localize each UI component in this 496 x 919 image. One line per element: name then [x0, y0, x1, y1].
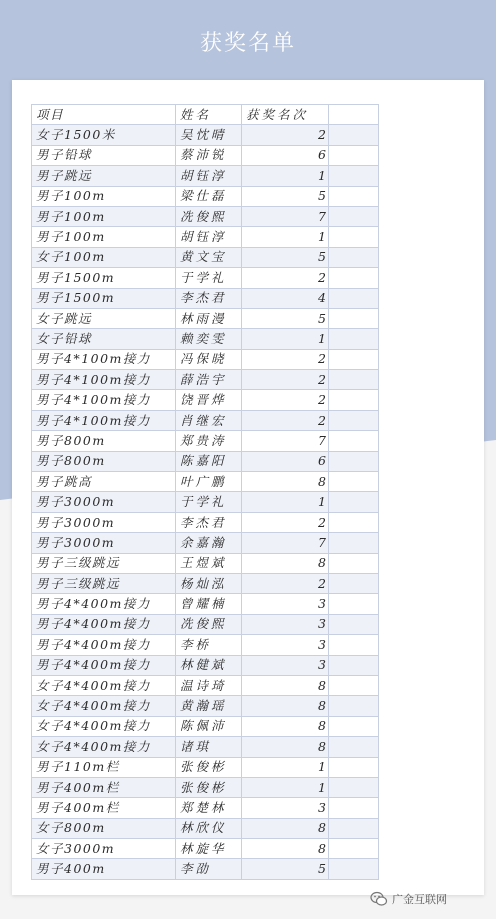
name-cell: 黄文宝 [176, 247, 242, 267]
blank-cell [329, 655, 379, 675]
rank-cell: 8 [242, 716, 329, 736]
blank-cell [329, 166, 379, 186]
event-cell: 男子4*400m接力 [32, 614, 176, 634]
table-row [32, 777, 379, 797]
blank-cell [329, 390, 379, 410]
name-cell: 温诗琦 [176, 675, 242, 695]
name-cell: 蔡沛锐 [176, 145, 242, 165]
blank-cell [329, 737, 379, 757]
blank-cell [329, 431, 379, 451]
event-cell: 女子4*400m接力 [32, 737, 176, 757]
event-cell: 男子110m栏 [32, 757, 176, 777]
blank-cell [329, 635, 379, 655]
rank-cell: 5 [242, 859, 329, 879]
name-cell: 吴忱晴 [176, 125, 242, 145]
name-cell: 李劭 [176, 859, 242, 879]
table-row [32, 349, 379, 369]
watermark [370, 890, 447, 908]
table-row [32, 512, 379, 532]
rank-cell: 4 [242, 288, 329, 308]
name-cell: 张俊彬 [176, 757, 242, 777]
name-cell: 杨灿泓 [176, 573, 242, 593]
blank-cell [329, 777, 379, 797]
event-cell: 女子4*400m接力 [32, 675, 176, 695]
header-event: 项目 [32, 105, 176, 125]
event-cell: 男子4*100m接力 [32, 410, 176, 430]
blank-cell [329, 125, 379, 145]
rank-cell: 2 [242, 410, 329, 430]
event-cell: 女子800m [32, 818, 176, 838]
blank-cell [329, 329, 379, 349]
table-row [32, 451, 379, 471]
blank-cell [329, 492, 379, 512]
rank-cell: 8 [242, 818, 329, 838]
name-cell: 诸琪 [176, 737, 242, 757]
rank-cell: 2 [242, 573, 329, 593]
table-row [32, 247, 379, 267]
rank-cell: 1 [242, 166, 329, 186]
rank-cell: 2 [242, 512, 329, 532]
name-cell: 胡钰淳 [176, 227, 242, 247]
blank-cell [329, 472, 379, 492]
event-cell: 女子铅球 [32, 329, 176, 349]
blank-cell [329, 839, 379, 859]
blank-cell [329, 288, 379, 308]
table-row [32, 818, 379, 838]
blank-cell [329, 757, 379, 777]
table-row [32, 472, 379, 492]
name-cell: 李桥 [176, 635, 242, 655]
name-cell: 李杰君 [176, 512, 242, 532]
rank-cell: 6 [242, 451, 329, 471]
name-cell: 林欣仪 [176, 818, 242, 838]
table-row [32, 859, 379, 879]
header-rank: 获奖名次 [242, 105, 329, 125]
table-row [32, 573, 379, 593]
event-cell: 男子4*400m接力 [32, 594, 176, 614]
name-cell: 林旋华 [176, 839, 242, 859]
name-cell: 冼俊熙 [176, 614, 242, 634]
award-table [31, 104, 379, 880]
wechat-icon [370, 890, 388, 908]
event-cell: 男子4*100m接力 [32, 349, 176, 369]
table-row [32, 145, 379, 165]
rank-cell: 5 [242, 247, 329, 267]
blank-cell [329, 614, 379, 634]
name-cell: 郑贵涛 [176, 431, 242, 451]
blank-cell [329, 227, 379, 247]
table-row [32, 186, 379, 206]
event-cell: 女子4*400m接力 [32, 696, 176, 716]
table-row [32, 370, 379, 390]
rank-cell: 3 [242, 614, 329, 634]
rank-cell: 2 [242, 370, 329, 390]
table-row [32, 655, 379, 675]
rank-cell: 1 [242, 777, 329, 797]
table-row [32, 696, 379, 716]
blank-cell [329, 594, 379, 614]
name-cell: 于学礼 [176, 268, 242, 288]
rank-cell: 5 [242, 308, 329, 328]
rank-cell: 7 [242, 206, 329, 226]
name-cell: 冯保晓 [176, 349, 242, 369]
blank-cell [329, 268, 379, 288]
event-cell: 男子三级跳远 [32, 553, 176, 573]
blank-cell [329, 145, 379, 165]
table-row [32, 533, 379, 553]
name-cell: 曾耀楠 [176, 594, 242, 614]
name-cell: 饶晋烨 [176, 390, 242, 410]
event-cell: 男子4*400m接力 [32, 635, 176, 655]
event-cell: 女子3000m [32, 839, 176, 859]
rank-cell: 3 [242, 655, 329, 675]
rank-cell: 8 [242, 675, 329, 695]
event-cell: 男子400m栏 [32, 777, 176, 797]
table-row [32, 737, 379, 757]
table-row [32, 431, 379, 451]
blank-cell [329, 696, 379, 716]
blank-cell [329, 308, 379, 328]
event-cell: 男子800m [32, 431, 176, 451]
event-cell: 男子3000m [32, 533, 176, 553]
table-row [32, 492, 379, 512]
rank-cell: 8 [242, 737, 329, 757]
rank-cell: 3 [242, 798, 329, 818]
name-cell: 余嘉瀚 [176, 533, 242, 553]
name-cell: 张俊彬 [176, 777, 242, 797]
name-cell: 黄瀚瑶 [176, 696, 242, 716]
blank-cell [329, 533, 379, 553]
event-cell: 男子4*400m接力 [32, 655, 176, 675]
table-row [32, 227, 379, 247]
event-cell: 男子400m [32, 859, 176, 879]
table-row [32, 206, 379, 226]
name-cell: 陈嘉阳 [176, 451, 242, 471]
rank-cell: 1 [242, 757, 329, 777]
name-cell: 薛浩宇 [176, 370, 242, 390]
roster-card [12, 80, 484, 895]
name-cell: 李杰君 [176, 288, 242, 308]
blank-cell [329, 716, 379, 736]
name-cell: 胡钰淳 [176, 166, 242, 186]
rank-cell: 8 [242, 696, 329, 716]
rank-cell: 7 [242, 533, 329, 553]
rank-cell: 2 [242, 268, 329, 288]
blank-cell [329, 512, 379, 532]
blank-cell [329, 553, 379, 573]
page-title: 获奖名单 [199, 31, 296, 56]
event-cell: 男子三级跳远 [32, 573, 176, 593]
blank-cell [329, 370, 379, 390]
event-cell: 女子4*400m接力 [32, 716, 176, 736]
event-cell: 男子100m [32, 186, 176, 206]
event-cell: 男子4*100m接力 [32, 370, 176, 390]
table-row [32, 839, 379, 859]
blank-cell [329, 451, 379, 471]
event-cell: 男子4*100m接力 [32, 390, 176, 410]
rank-cell: 1 [242, 492, 329, 512]
table-header-row [32, 105, 379, 125]
event-cell: 男子跳远 [32, 166, 176, 186]
event-cell: 女子跳远 [32, 308, 176, 328]
event-cell: 男子100m [32, 227, 176, 247]
event-cell: 男子3000m [32, 492, 176, 512]
rank-cell: 3 [242, 594, 329, 614]
rank-cell: 5 [242, 186, 329, 206]
name-cell: 梁仕磊 [176, 186, 242, 206]
event-cell: 男子3000m [32, 512, 176, 532]
event-cell: 男子1500m [32, 288, 176, 308]
header-name: 姓名 [176, 105, 242, 125]
event-cell: 男子100m [32, 206, 176, 226]
table-row [32, 594, 379, 614]
table-row [32, 390, 379, 410]
rank-cell: 2 [242, 390, 329, 410]
table-row [32, 268, 379, 288]
header-blank [329, 105, 379, 125]
rank-cell: 1 [242, 227, 329, 247]
table-row [32, 166, 379, 186]
event-cell: 女子100m [32, 247, 176, 267]
blank-cell [329, 798, 379, 818]
blank-cell [329, 675, 379, 695]
blank-cell [329, 818, 379, 838]
watermark-text: 广金互联网 [392, 893, 447, 906]
blank-cell [329, 247, 379, 267]
rank-cell: 3 [242, 635, 329, 655]
event-cell: 男子400m栏 [32, 798, 176, 818]
blank-cell [329, 186, 379, 206]
rank-cell: 2 [242, 349, 329, 369]
table-row [32, 757, 379, 777]
event-cell: 男子1500m [32, 268, 176, 288]
rank-cell: 8 [242, 553, 329, 573]
table-row [32, 329, 379, 349]
table-row [32, 635, 379, 655]
name-cell: 郑楚林 [176, 798, 242, 818]
rank-cell: 2 [242, 125, 329, 145]
event-cell: 女子1500米 [32, 125, 176, 145]
table-row [32, 125, 379, 145]
rank-cell: 1 [242, 329, 329, 349]
event-cell: 男子800m [32, 451, 176, 471]
blank-cell [329, 349, 379, 369]
rank-cell: 6 [242, 145, 329, 165]
event-cell: 男子跳高 [32, 472, 176, 492]
blank-cell [329, 206, 379, 226]
table-row [32, 716, 379, 736]
name-cell: 于学礼 [176, 492, 242, 512]
blank-cell [329, 859, 379, 879]
table-row [32, 614, 379, 634]
event-cell: 男子铅球 [32, 145, 176, 165]
name-cell: 肖继宏 [176, 410, 242, 430]
blank-cell [329, 573, 379, 593]
table-row [32, 675, 379, 695]
table-row [32, 308, 379, 328]
name-cell: 林健斌 [176, 655, 242, 675]
table-row [32, 553, 379, 573]
name-cell: 冼俊熙 [176, 206, 242, 226]
table-row [32, 798, 379, 818]
rank-cell: 8 [242, 472, 329, 492]
rank-cell: 8 [242, 839, 329, 859]
table-row [32, 410, 379, 430]
name-cell: 陈佩沛 [176, 716, 242, 736]
name-cell: 叶广鹏 [176, 472, 242, 492]
name-cell: 林雨漫 [176, 308, 242, 328]
name-cell: 王煜斌 [176, 553, 242, 573]
name-cell: 赖奕雯 [176, 329, 242, 349]
blank-cell [329, 410, 379, 430]
table-row [32, 288, 379, 308]
award-table-body [32, 105, 379, 880]
rank-cell: 7 [242, 431, 329, 451]
